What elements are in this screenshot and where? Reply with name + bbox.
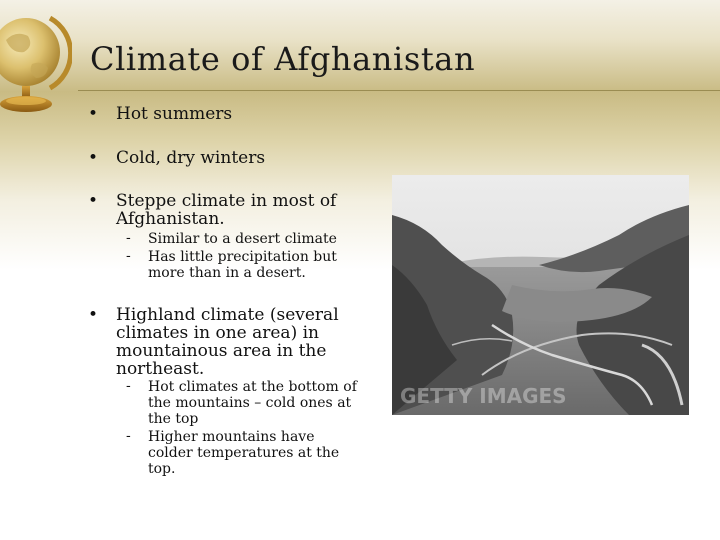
sub-bullet-desert-climate: Similar to a desert climate	[148, 231, 337, 247]
bullet-hot-summers: Hot summers	[116, 104, 233, 124]
sub-bullet-hot-cold: Hot climates at the bottom of the mountains – cold ones at the top	[148, 379, 357, 427]
dash-marker: -	[126, 428, 131, 444]
photo-watermark: GETTY IMAGES	[400, 384, 567, 408]
sub-bullet-precipitation: Has little precipitation but more than in a desert.	[148, 249, 337, 281]
dash-marker: -	[126, 230, 131, 246]
title-divider	[78, 90, 720, 91]
dash-marker: -	[126, 248, 131, 264]
bullet-steppe-climate: Steppe climate in most of Afghanistan.	[116, 191, 337, 229]
bullet-marker: •	[88, 305, 99, 325]
bullet-marker: •	[88, 148, 99, 168]
globe-icon	[0, 4, 72, 120]
bullet-marker: •	[88, 104, 99, 124]
bullet-cold-winters: Cold, dry winters	[116, 148, 266, 168]
sub-bullet-higher-mountains: Higher mountains have colder temperatures at the top.	[148, 429, 340, 477]
bullet-highland-climate: Highland climate (several climates in one area) in mountainous area in the northeast.	[116, 305, 339, 379]
mountain-pass-photo	[392, 175, 689, 415]
dash-marker: -	[126, 378, 131, 394]
bullet-marker: •	[88, 191, 99, 211]
slide-title: Climate of Afghanistan	[90, 40, 476, 78]
